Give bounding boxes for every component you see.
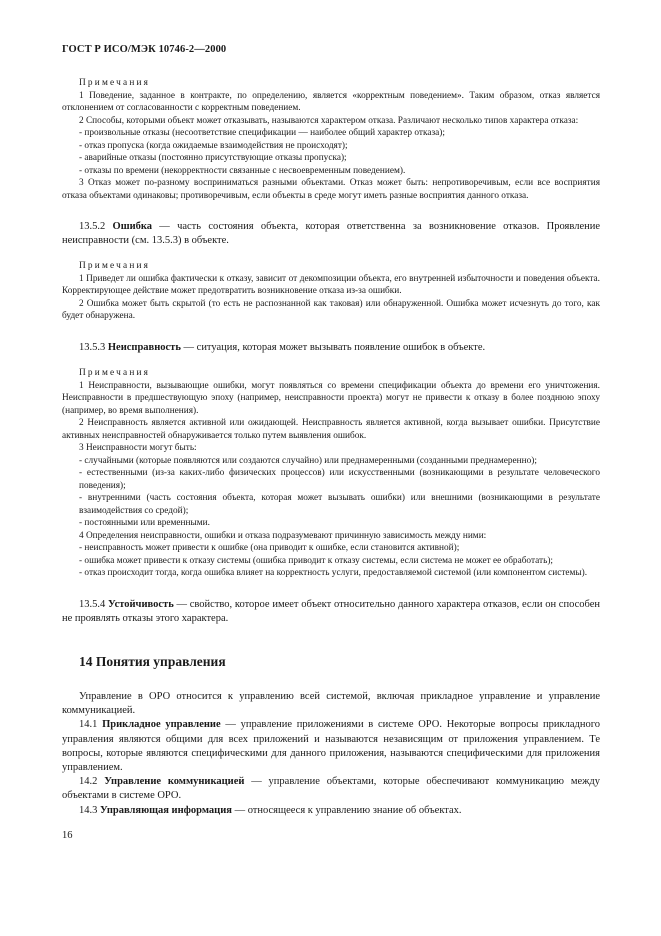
page-number: 16 xyxy=(62,829,73,841)
clause-number: 14.1 xyxy=(79,719,98,731)
clause-number: 13.5.2 xyxy=(79,221,106,232)
term: Управляющая информация xyxy=(100,804,232,816)
section-intro: Управление в ОРО относится к управлению всей системой, включая прикладное управление и управление коммуникацией. xyxy=(62,691,600,717)
definition-13-5-2 xyxy=(62,220,600,248)
document-header: ГОСТ Р ИСО/МЭК 10746-2—2000 xyxy=(62,44,227,55)
notes-block-2 xyxy=(62,260,600,323)
notes-block-3 xyxy=(62,367,600,580)
clause-number: 13.5.3 xyxy=(79,341,106,353)
note-paragraph: 1 Поведение, заданное в контракте, по определению, является «корректным поведением». Таким образом, отказ является отклонением от согласованности с корректным поведением. xyxy=(62,90,600,113)
notes-label: Примечания xyxy=(79,368,151,379)
clause-number: 13.5.4 xyxy=(79,598,106,610)
clause-number: 14.3 xyxy=(79,804,98,816)
notes-label: Примечания xyxy=(79,78,151,88)
definition-14-3 xyxy=(62,804,600,818)
note-paragraph: 1 Приведет ли ошибка фактически к отказу, зависит от декомпозиции объекта, его внутренней избыточности и поведения объекта. Корректирующее действие может предотвратить возникновение отказа из-за ошибки. xyxy=(62,273,600,297)
note-paragraph: 3 Неисправности могут быть: xyxy=(79,443,197,454)
definition-text: — управление объектами, которые обеспечивают коммуникацию между объектами в системе ОРО. xyxy=(62,776,600,802)
definition-text: — ситуация, которая может вызывать появление ошибок в объекте. xyxy=(180,341,486,353)
note-list-item: - отказ пропуска (когда ожидаемые взаимодействия не происходят); xyxy=(79,140,348,151)
document-page xyxy=(62,44,600,841)
term: Прикладное управление xyxy=(102,719,221,731)
definition-text: — свойство, которое имеет объект относительно данного характера отказов, если он способен не проявлять отказы этого характера. xyxy=(62,598,600,624)
note-list-item: - ошибка может привести к отказу системы (ошибка приводит к отказу системы, если система не может ее обработать); xyxy=(79,555,553,566)
note-paragraph: 1 Неисправности, вызывающие ошибки, могут появляться со времени спецификации объекта до времени его уничтожения. Неисправности в предшествующую эпоху (например, неисправности проекта) могут не привести к отказу в более позднюю эпоху (например, во время выполнения). xyxy=(62,380,600,416)
term: Неисправность xyxy=(107,341,181,353)
note-list-item: - постоянными или временными. xyxy=(79,518,210,529)
clause-number: 14.2 xyxy=(79,776,98,788)
note-list-item: - отказ происходит тогда, когда ошибка влияет на корректность услуги, предоставляемой системой (или компонентом системы). xyxy=(79,568,588,579)
definition-text: — часть состояния объекта, которая ответственна за возникновение отказов. Проявление неисправности (см. 13.5.3) в объекте. xyxy=(62,221,601,247)
note-paragraph: 3 Отказ может по-разному восприниматься разными объектами. Отказ может быть: непротиворечивым, если все восприятия отказа объектами одинаковы; противоречивым, если объекты в среде могут иметь разные восприятия данного отказа. xyxy=(62,178,600,201)
definition-14-2 xyxy=(62,775,600,803)
note-list-item: - случайными (которые появляются или создаются случайно) или преднамеренными (созданными преднамеренно); xyxy=(79,455,537,466)
note-paragraph: 2 Способы, которыми объект может отказывать, называются характером отказа. Различают несколько типов характера отказа: xyxy=(79,115,579,126)
definition-14-1 xyxy=(62,718,600,775)
term: Ошибка xyxy=(112,221,153,232)
definition-text: — относящееся к управлению знание об объектах. xyxy=(231,804,462,816)
section-14-body xyxy=(62,690,600,818)
notes-label: Примечания xyxy=(79,261,151,272)
notes-block-1 xyxy=(62,77,600,202)
note-list-item: - аварийные отказы (постоянно присутствующие отказы пропуска); xyxy=(79,153,347,163)
note-paragraph: 2 Неисправность является активной или ожидающей. Неисправность является активной, когда вызывает ошибки. Присутствие активных неисправностей обнаруживается только путем выявления ошибок. xyxy=(62,418,600,441)
note-list-item: - произвольные отказы (несоответствие спецификации — наиболее общий характер отказа); xyxy=(79,128,445,138)
note-paragraph: 4 Определения неисправности, ошибки и отказа подразумевают причинную зависимость между ними: xyxy=(79,530,487,541)
section-heading: 14 Понятия управления xyxy=(79,654,226,670)
note-list-item: - внутренними (часть состояния объекта, которая может вызывать ошибки) или внешними (возникающими в результате взаимодействия со средой); xyxy=(79,493,600,516)
note-list-item: - неисправность может привести к ошибке (она приводит к ошибке, если становится активной); xyxy=(79,543,460,554)
definition-13-5-3 xyxy=(62,341,600,355)
definition-text: — управление приложениями в системе ОРО. Некоторые вопросы прикладного управления являются общими для всех приложений и называются независящим от приложения управлением. Те вопросы, которые являются специфическими для данного приложения, называются специфическими для приложения управлением. xyxy=(62,719,601,774)
term: Управление коммуникацией xyxy=(104,776,245,788)
note-list-item: - отказы по времени (некорректности связанные с несвоевременным поведением). xyxy=(79,165,406,176)
note-paragraph: 2 Ошибка может быть скрытой (то есть не распознанной как таковая) или обнаруженной. Ошибка может исчезнуть до того, как будет обнаружена. xyxy=(62,298,600,322)
term: Устойчивость xyxy=(108,598,174,610)
definition-13-5-4 xyxy=(62,598,600,626)
note-list-item: - естественными (из-за каких-либо физических процессов) или искусственными (возникающими в результате человеческого поведения); xyxy=(79,468,600,491)
